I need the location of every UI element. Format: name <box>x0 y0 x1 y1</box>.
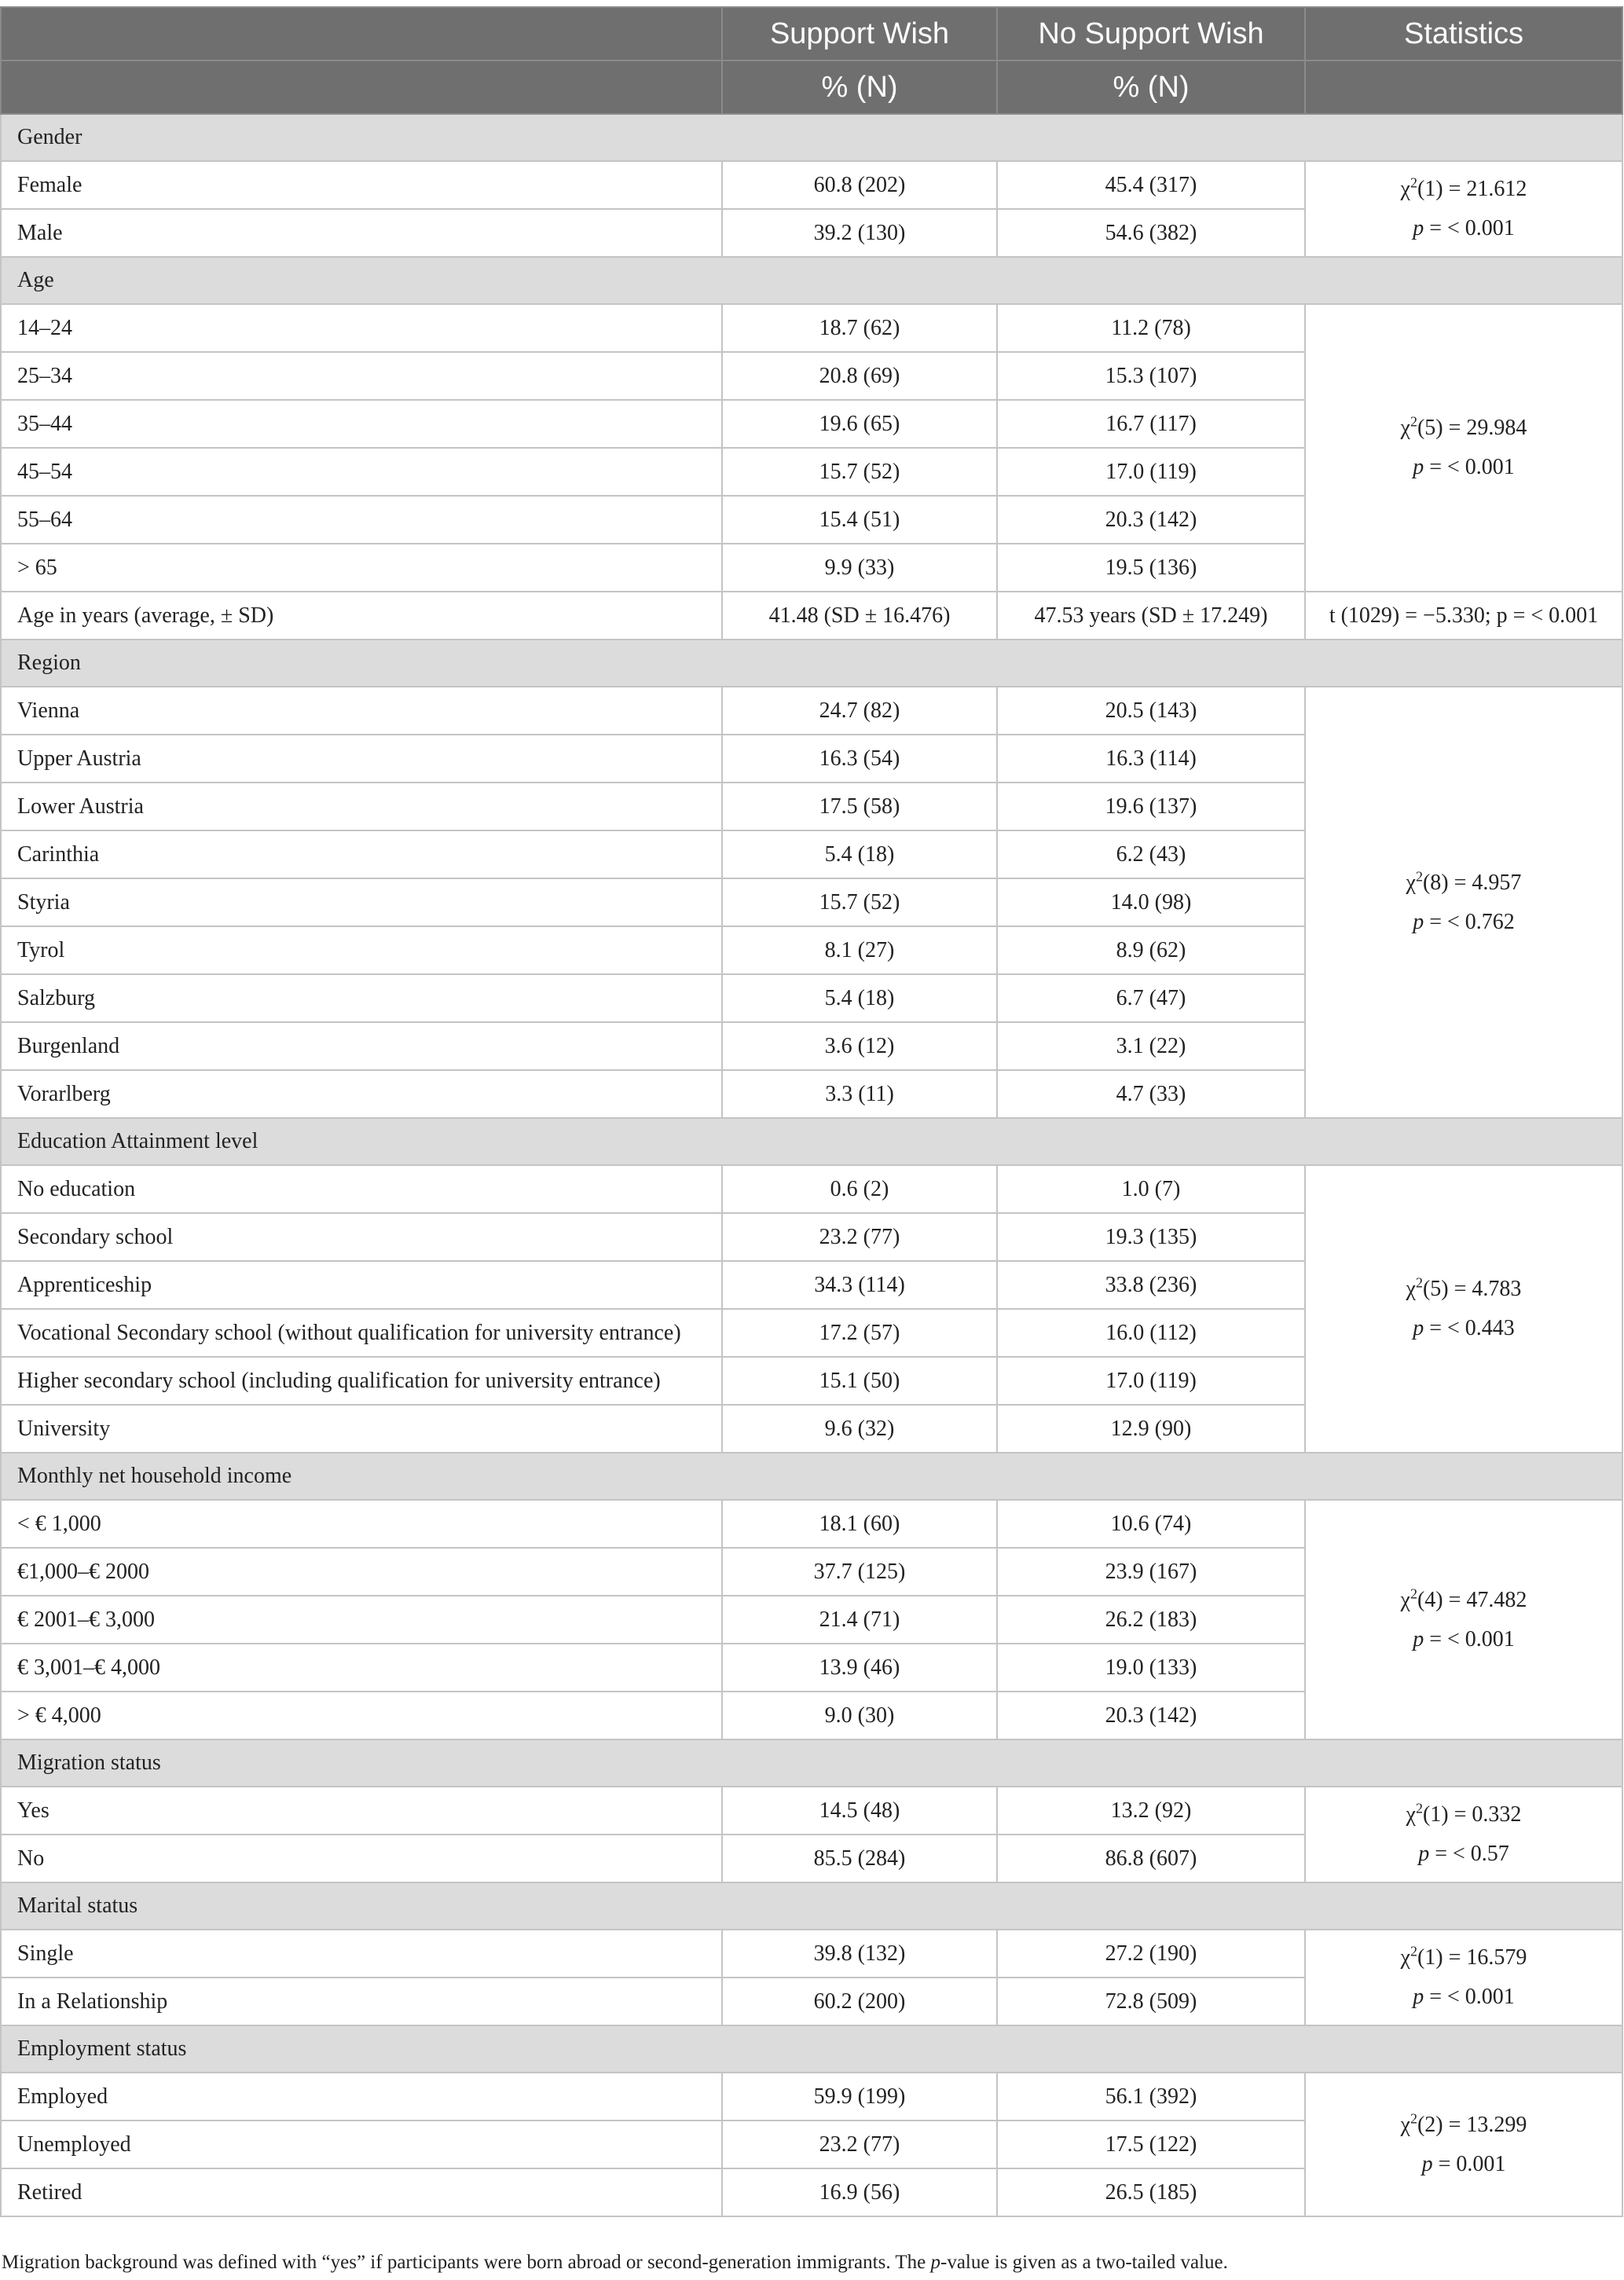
row-label: Vienna <box>1 687 722 735</box>
p-symbol: p <box>1413 1626 1424 1651</box>
support-value: 15.7 (52) <box>722 878 997 926</box>
footnote-part1: Migration background was defined with “yes” if participants were born abroad or second-generation immigrants. The <box>2 2252 931 2273</box>
table-row <box>1 1930 1622 1978</box>
header-support-wish: Support Wish <box>722 7 997 60</box>
chi-value: (5) = 4.783 <box>1422 1277 1522 1301</box>
group-row-age <box>1 257 1622 304</box>
row-label: < € 1,000 <box>1 1500 722 1548</box>
nosupport-value: 16.3 (114) <box>997 735 1305 783</box>
support-value: 60.2 (200) <box>722 1978 997 2025</box>
support-value: 17.2 (57) <box>722 1309 997 1357</box>
demographics-table <box>0 6 1623 2217</box>
nosupport-value: 26.2 (183) <box>997 1596 1305 1644</box>
p-symbol: p <box>1413 1316 1424 1340</box>
group-row-region <box>1 640 1622 687</box>
statistics-cell <box>1305 1165 1622 1453</box>
t-test-value: t (1029) = −5.330; p = < 0.001 <box>1305 592 1622 640</box>
nosupport-value: 72.8 (509) <box>997 1978 1305 2025</box>
chi-sq: 2 <box>1410 174 1417 191</box>
row-label: Retired <box>1 2168 722 2216</box>
support-value: 85.5 (284) <box>722 1835 997 1882</box>
nosupport-value: 19.0 (133) <box>997 1644 1305 1692</box>
row-label: Secondary school <box>1 1213 722 1261</box>
footnote-p: p <box>930 2252 940 2273</box>
group-row-education <box>1 1118 1622 1165</box>
support-value: 18.1 (60) <box>722 1500 997 1548</box>
support-value: 39.2 (130) <box>722 209 997 257</box>
group-row-income <box>1 1453 1622 1500</box>
support-value: 3.3 (11) <box>722 1070 997 1118</box>
statistics-cell <box>1305 304 1622 592</box>
row-label: 35–44 <box>1 400 722 448</box>
nosupport-value: 1.0 (7) <box>997 1165 1305 1213</box>
support-value: 24.7 (82) <box>722 687 997 735</box>
support-value: 8.1 (27) <box>722 926 997 974</box>
chi-symbol: χ <box>1400 177 1410 201</box>
row-label: > 65 <box>1 544 722 592</box>
p-value: = < 0.762 <box>1424 909 1515 934</box>
p-value: = < 0.001 <box>1424 455 1515 479</box>
p-value: = 0.001 <box>1432 2151 1506 2176</box>
footnote-part2: -value is given as a two-tailed value. <box>940 2252 1228 2273</box>
table-row <box>1 304 1622 352</box>
chi-value: (1) = 21.612 <box>1417 177 1527 201</box>
chi-symbol: χ <box>1406 1277 1416 1301</box>
group-label: Age <box>1 257 1622 304</box>
statistics-cell <box>1305 1500 1622 1739</box>
nosupport-value: 33.8 (236) <box>997 1261 1305 1309</box>
support-value: 17.5 (58) <box>722 783 997 830</box>
statistics-cell <box>1305 161 1622 257</box>
chi-value: (8) = 4.957 <box>1422 870 1522 895</box>
row-label: Burgenland <box>1 1022 722 1070</box>
header-row <box>1 7 1622 60</box>
table-row <box>1 1787 1622 1835</box>
header-unit-blank-cell <box>1 60 722 114</box>
chi-sq: 2 <box>1410 1585 1417 1602</box>
p-value: = < 0.001 <box>1424 216 1515 240</box>
support-value: 18.7 (62) <box>722 304 997 352</box>
chi-symbol: χ <box>1406 870 1416 895</box>
chi-value: (1) = 0.332 <box>1422 1802 1522 1827</box>
group-label: Gender <box>1 114 1622 161</box>
chi-sq: 2 <box>1415 1274 1423 1291</box>
chi-symbol: χ <box>1400 416 1410 440</box>
nosupport-value: 14.0 (98) <box>997 878 1305 926</box>
p-symbol: p <box>1413 455 1424 479</box>
chi-sq: 2 <box>1415 1800 1423 1816</box>
header-blank-cell <box>1 7 722 60</box>
p-value: = < 0.001 <box>1424 1985 1515 2009</box>
support-value: 15.1 (50) <box>722 1357 997 1405</box>
row-label: € 2001–€ 3,000 <box>1 1596 722 1644</box>
support-value: 19.6 (65) <box>722 400 997 448</box>
nosupport-value: 26.5 (185) <box>997 2168 1305 2216</box>
nosupport-value: 19.6 (137) <box>997 783 1305 830</box>
group-label: Monthly net household income <box>1 1453 1622 1500</box>
chi-symbol: χ <box>1400 1587 1410 1612</box>
nosupport-value: 27.2 (190) <box>997 1930 1305 1978</box>
header-unit-blank-stat <box>1305 60 1622 114</box>
row-label: Upper Austria <box>1 735 722 783</box>
support-value: 41.48 (SD ± 16.476) <box>722 592 997 640</box>
nosupport-value: 56.1 (392) <box>997 2073 1305 2121</box>
row-label: Female <box>1 161 722 209</box>
nosupport-value: 6.2 (43) <box>997 830 1305 878</box>
statistics-cell <box>1305 1930 1622 2025</box>
support-value: 5.4 (18) <box>722 830 997 878</box>
group-label: Migration status <box>1 1739 1622 1787</box>
group-row-employment <box>1 2025 1622 2073</box>
row-label: Tyrol <box>1 926 722 974</box>
support-value: 59.9 (199) <box>722 2073 997 2121</box>
row-label: Carinthia <box>1 830 722 878</box>
chi-value: (2) = 13.299 <box>1417 2112 1527 2137</box>
row-label: 55–64 <box>1 496 722 544</box>
p-symbol: p <box>1413 216 1424 240</box>
nosupport-value: 13.2 (92) <box>997 1787 1305 1835</box>
row-label: Higher secondary school (including qualification for university entrance) <box>1 1357 722 1405</box>
p-value: = < 0.443 <box>1424 1316 1515 1340</box>
support-value: 15.4 (51) <box>722 496 997 544</box>
table-row <box>1 1500 1622 1548</box>
table-row-age-average <box>1 592 1622 640</box>
nosupport-value: 16.7 (117) <box>997 400 1305 448</box>
support-value: 23.2 (77) <box>722 1213 997 1261</box>
nosupport-value: 3.1 (22) <box>997 1022 1305 1070</box>
group-label: Education Attainment level <box>1 1118 1622 1165</box>
header-unit-support: % (N) <box>722 60 997 114</box>
support-value: 23.2 (77) <box>722 2121 997 2168</box>
header-unit-row <box>1 60 1622 114</box>
nosupport-value: 19.3 (135) <box>997 1213 1305 1261</box>
nosupport-value: 4.7 (33) <box>997 1070 1305 1118</box>
support-value: 21.4 (71) <box>722 1596 997 1644</box>
table-footnote <box>2 2252 1620 2274</box>
table-container <box>0 6 1622 2217</box>
row-label: Unemployed <box>1 2121 722 2168</box>
nosupport-value: 17.0 (119) <box>997 1357 1305 1405</box>
row-label: 25–34 <box>1 352 722 400</box>
nosupport-value: 20.3 (142) <box>997 496 1305 544</box>
row-label: Vorarlberg <box>1 1070 722 1118</box>
nosupport-value: 16.0 (112) <box>997 1309 1305 1357</box>
row-label: Salzburg <box>1 974 722 1022</box>
support-value: 14.5 (48) <box>722 1787 997 1835</box>
row-label: 14–24 <box>1 304 722 352</box>
p-symbol: p <box>1421 2151 1433 2176</box>
nosupport-value: 17.5 (122) <box>997 2121 1305 2168</box>
header-unit-nosupport: % (N) <box>997 60 1305 114</box>
support-value: 39.8 (132) <box>722 1930 997 1978</box>
nosupport-value: 23.9 (167) <box>997 1548 1305 1596</box>
chi-sq: 2 <box>1410 2110 1417 2127</box>
row-label: € 3,001–€ 4,000 <box>1 1644 722 1692</box>
row-label: Age in years (average, ± SD) <box>1 592 722 640</box>
nosupport-value: 10.6 (74) <box>997 1500 1305 1548</box>
support-value: 13.9 (46) <box>722 1644 997 1692</box>
nosupport-value: 54.6 (382) <box>997 209 1305 257</box>
support-value: 16.9 (56) <box>722 2168 997 2216</box>
table-row <box>1 687 1622 735</box>
row-label: Lower Austria <box>1 783 722 830</box>
chi-sq: 2 <box>1410 1943 1417 1959</box>
nosupport-value: 6.7 (47) <box>997 974 1305 1022</box>
nosupport-value: 11.2 (78) <box>997 304 1305 352</box>
nosupport-value: 8.9 (62) <box>997 926 1305 974</box>
row-label: Employed <box>1 2073 722 2121</box>
group-label: Region <box>1 640 1622 687</box>
row-label: University <box>1 1405 722 1453</box>
row-label: Apprenticeship <box>1 1261 722 1309</box>
chi-sq: 2 <box>1415 868 1423 885</box>
chi-symbol: χ <box>1406 1802 1416 1827</box>
statistics-cell <box>1305 2073 1622 2216</box>
group-row-migration <box>1 1739 1622 1787</box>
row-label: Vocational Secondary school (without qualification for university entrance) <box>1 1309 722 1357</box>
nosupport-value: 12.9 (90) <box>997 1405 1305 1453</box>
p-value: = < 0.57 <box>1429 1842 1509 1866</box>
p-symbol: p <box>1418 1842 1430 1866</box>
nosupport-value: 47.53 years (SD ± 17.249) <box>997 592 1305 640</box>
support-value: 0.6 (2) <box>722 1165 997 1213</box>
chi-value: (5) = 29.984 <box>1417 416 1527 440</box>
nosupport-value: 19.5 (136) <box>997 544 1305 592</box>
p-symbol: p <box>1413 909 1424 934</box>
statistics-cell <box>1305 1787 1622 1882</box>
row-label: 45–54 <box>1 448 722 496</box>
p-symbol: p <box>1413 1985 1424 2009</box>
support-value: 9.9 (33) <box>722 544 997 592</box>
support-value: 20.8 (69) <box>722 352 997 400</box>
nosupport-value: 15.3 (107) <box>997 352 1305 400</box>
row-label: > € 4,000 <box>1 1692 722 1739</box>
nosupport-value: 86.8 (607) <box>997 1835 1305 1882</box>
group-row-marital <box>1 1882 1622 1930</box>
nosupport-value: 45.4 (317) <box>997 161 1305 209</box>
support-value: 5.4 (18) <box>722 974 997 1022</box>
group-label: Employment status <box>1 2025 1622 2073</box>
support-value: 60.8 (202) <box>722 161 997 209</box>
row-label: Male <box>1 209 722 257</box>
nosupport-value: 20.3 (142) <box>997 1692 1305 1739</box>
p-value: = < 0.001 <box>1424 1626 1515 1651</box>
table-row <box>1 1165 1622 1213</box>
support-value: 37.7 (125) <box>722 1548 997 1596</box>
statistics-cell <box>1305 687 1622 1118</box>
nosupport-value: 20.5 (143) <box>997 687 1305 735</box>
row-label: Single <box>1 1930 722 1978</box>
chi-symbol: χ <box>1400 2112 1410 2137</box>
chi-value: (1) = 16.579 <box>1417 1945 1527 1970</box>
nosupport-value: 17.0 (119) <box>997 448 1305 496</box>
table-row <box>1 2073 1622 2121</box>
chi-value: (4) = 47.482 <box>1417 1587 1527 1612</box>
support-value: 15.7 (52) <box>722 448 997 496</box>
row-label: In a Relationship <box>1 1978 722 2025</box>
group-label: Marital status <box>1 1882 1622 1930</box>
table-row <box>1 161 1622 209</box>
support-value: 9.6 (32) <box>722 1405 997 1453</box>
header-no-support-wish: No Support Wish <box>997 7 1305 60</box>
support-value: 16.3 (54) <box>722 735 997 783</box>
support-value: 34.3 (114) <box>722 1261 997 1309</box>
row-label: Yes <box>1 1787 722 1835</box>
support-value: 3.6 (12) <box>722 1022 997 1070</box>
row-label: Styria <box>1 878 722 926</box>
row-label: €1,000–€ 2000 <box>1 1548 722 1596</box>
header-statistics: Statistics <box>1305 7 1622 60</box>
chi-symbol: χ <box>1400 1945 1410 1970</box>
row-label: No education <box>1 1165 722 1213</box>
row-label: No <box>1 1835 722 1882</box>
support-value: 9.0 (30) <box>722 1692 997 1739</box>
chi-sq: 2 <box>1410 413 1417 430</box>
group-row-gender <box>1 114 1622 161</box>
